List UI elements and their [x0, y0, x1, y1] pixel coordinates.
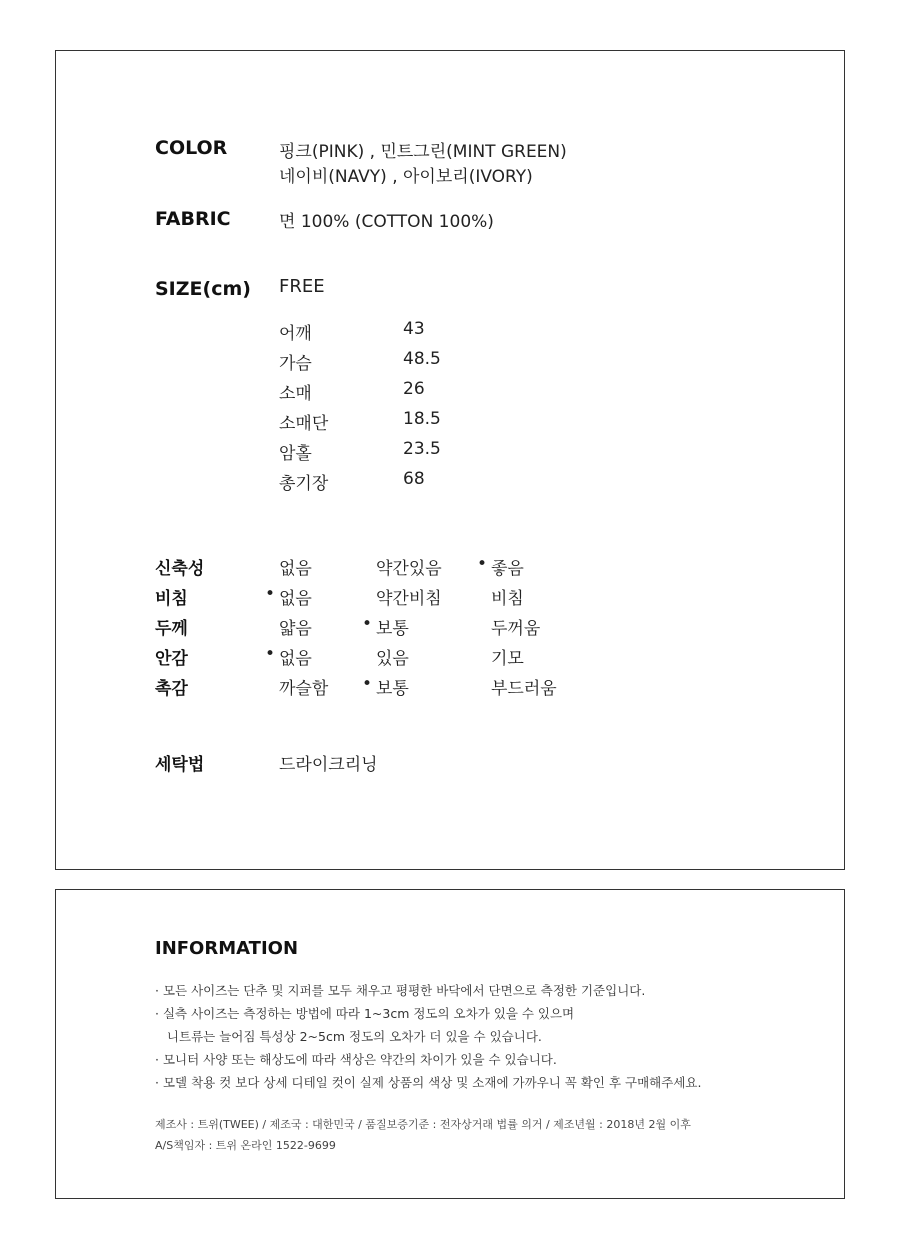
stretch-label: 신축성 — [155, 559, 205, 579]
size-row-value: 43 — [403, 319, 425, 339]
attr-option-selected: • 없음 — [265, 584, 312, 609]
size-row-value: 68 — [403, 469, 425, 489]
size-row-name: 소매단 — [279, 414, 329, 434]
color-value-line2: 네이비(NAVY) , 아이보리(IVORY) — [279, 167, 533, 187]
selected-bullet-icon: • — [362, 674, 373, 694]
attr-option: 비침 — [491, 589, 524, 609]
attr-option: 얇음 — [279, 619, 312, 639]
attr-option: 약간비침 — [376, 589, 442, 609]
attr-option: 두꺼움 — [491, 619, 541, 639]
size-row-value: 23.5 — [403, 439, 441, 459]
attr-option-selected: • 없음 — [265, 644, 312, 669]
info-note: · 모니터 사양 또는 해상도에 따라 색상은 약간의 차이가 있을 수 있습니다. — [155, 1052, 557, 1067]
color-value-line1: 핑크(PINK) , 민트그린(MINT GREEN) — [279, 142, 567, 162]
attr-option-selected: • 보통 — [362, 674, 409, 699]
product-spec-panel — [55, 50, 845, 870]
selected-bullet-icon: • — [362, 614, 373, 634]
attr-option: 약간있음 — [376, 559, 442, 579]
color-label: COLOR — [155, 137, 228, 159]
information-panel — [55, 889, 845, 1199]
size-row-name: 총기장 — [279, 474, 329, 494]
info-note: 니트류는 늘어짐 특성상 2~5cm 정도의 오차가 더 있을 수 있습니다. — [155, 1029, 542, 1044]
attr-option-selected: • 보통 — [362, 614, 409, 639]
attr-option: 까슬함 — [279, 679, 329, 699]
sheerness-label: 비침 — [155, 589, 188, 609]
washing-value: 드라이크리닝 — [279, 755, 378, 775]
attr-option-selected: • 좋음 — [477, 554, 524, 579]
selected-bullet-icon: • — [477, 554, 488, 574]
lining-label: 안감 — [155, 649, 188, 669]
size-row-name: 가슴 — [279, 354, 312, 374]
size-row-name: 어깨 — [279, 324, 312, 344]
attr-option: 부드러움 — [491, 679, 557, 699]
texture-label: 촉감 — [155, 679, 188, 699]
as-contact-info: A/S책임자 : 트위 온라인 1522-9699 — [155, 1139, 336, 1152]
fabric-value: 면 100% (COTTON 100%) — [279, 212, 494, 232]
attr-option: 기모 — [491, 649, 524, 669]
info-note: · 모든 사이즈는 단추 및 지퍼를 모두 채우고 평평한 바닥에서 단면으로 측정한 기준입니다. — [155, 983, 646, 998]
size-row-name: 암홀 — [279, 444, 312, 464]
size-row-value: 48.5 — [403, 349, 441, 369]
washing-label: 세탁법 — [155, 755, 205, 775]
selected-bullet-icon: • — [265, 584, 276, 604]
size-row-value: 18.5 — [403, 409, 441, 429]
selected-bullet-icon: • — [265, 644, 276, 664]
info-note: · 모델 착용 컷 보다 상세 디테일 컷이 실제 상품의 색상 및 소재에 가까우니 꼭 확인 후 구매해주세요. — [155, 1075, 702, 1090]
fabric-label: FABRIC — [155, 208, 231, 230]
thickness-label: 두께 — [155, 619, 188, 639]
size-label: SIZE(cm) — [155, 278, 251, 300]
size-row-name: 소매 — [279, 384, 312, 404]
manufacturer-info: 제조사 : 트위(TWEE) / 제조국 : 대한민국 / 품질보증기준 : 전자상거래 법률 의거 / 제조년월 : 2018년 2월 이후 — [155, 1118, 691, 1131]
attr-option: 없음 — [279, 559, 312, 579]
information-title: INFORMATION — [155, 938, 299, 959]
size-value: FREE — [279, 276, 325, 297]
size-row-value: 26 — [403, 379, 425, 399]
info-note: · 실측 사이즈는 측정하는 방법에 따라 1~3cm 정도의 오차가 있을 수 있으며 — [155, 1006, 575, 1021]
attr-option: 있음 — [376, 649, 409, 669]
